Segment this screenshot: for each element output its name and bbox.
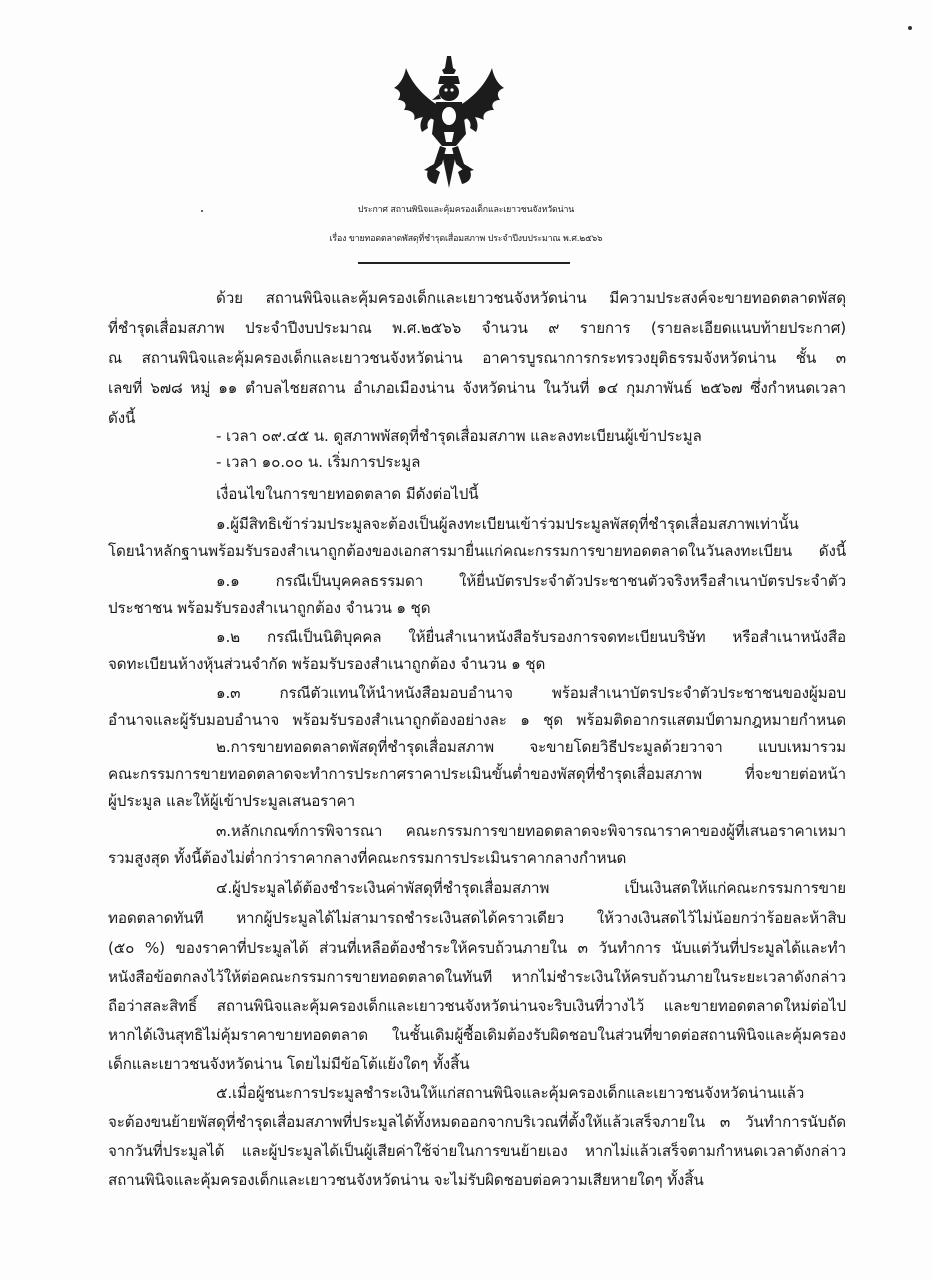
condition-line: จะต้องขนย้ายพัสดุที่ชำรุดเสื่อมสภาพที่ประมูลได้ทั้งหมดออกจากบริเวณที่ตั้งให้แล้วเสร็จภายใน ๓ วันทำการนับถัด	[108, 1113, 846, 1131]
schedule-item: - เวลา ๐๙.๔๕ น. ดูสภาพพัสดุที่ชำรุดเสื่อมสภาพ และลงทะเบียนผู้เข้าประมูล	[216, 427, 702, 445]
condition-line: อำนาจและผู้รับมอบอำนาจ พร้อมรับรองสำเนาถูกต้องอย่างละ ๑ ชุด พร้อมติดอากรแสตมป์ตามกฎหมายกำหนด	[108, 711, 846, 729]
condition-line: ผู้ประมูล และให้ผู้เข้าประมูลเสนอราคา	[108, 792, 355, 810]
intro-line: เลขที่ ๖๗๘ หมู่ ๑๑ ตำบลไชยสถาน อำเภอเมืองน่าน จังหวัดน่าน ในวันที่ ๑๔ กุมภาพันธ์ ๒๕๖๗ ซึ่งกำหนดเวลา	[108, 379, 846, 397]
condition-line: ทอดตลาดทันที หากผู้ประมูลได้ไม่สามารถชำระเงินสดได้คราวเดียว ให้วางเงินสดไว้ไม่น้อยกว่าร้อยละห้าสิบ	[108, 909, 846, 927]
condition-line: ๑.๑ กรณีเป็นบุคคลธรรมดา ให้ยื่นบัตรประจำตัวประชาชนตัวจริงหรือสำเนาบัตรประจำตัว	[216, 572, 846, 590]
condition-line: ประชาชน พร้อมรับรองสำเนาถูกต้อง จำนวน ๑ ชุด	[108, 599, 431, 617]
condition-line: ๒.การขายทอดตลาดพัสดุที่ชำรุดเสื่อมสภาพ จะขายโดยวิธีประมูลด้วยวาจา แบบเหมารวม	[216, 738, 846, 756]
announcement-subject: เรื่อง ขายทอดตลาดพัสดุที่ชำรุดเสื่อมสภาพ ประจำปีงบประมาณ พ.ศ.๒๕๖๖	[329, 234, 603, 244]
title-divider	[358, 262, 570, 264]
intro-line: ด้วย สถานพินิจและคุ้มครองเด็กและเยาวชนจังหวัดน่าน มีความประสงค์จะขายทอดตลาดพัสดุ	[216, 289, 846, 307]
intro-line: ที่ชำรุดเสื่อมสภาพ ประจำปีงบประมาณ พ.ศ.๒๕๖๖ จำนวน ๙ รายการ (รายละเอียดแนบท้ายประกาศ)	[108, 319, 846, 337]
scan-speck	[908, 26, 912, 30]
intro-line: ณ สถานพินิจและคุ้มครองเด็กและเยาวชนจังหวัดน่าน อาคารบูรณาการกระทรวงยุติธรรมจังหวัดน่าน ชั้น ๓	[108, 349, 846, 367]
condition-line: จดทะเบียนห้างหุ้นส่วนจำกัด พร้อมรับรองสำเนาถูกต้อง จำนวน ๑ ชุด	[108, 655, 546, 673]
garuda-emblem-icon	[384, 54, 514, 189]
condition-line: สถานพินิจและคุ้มครองเด็กและเยาวชนจังหวัดน่าน จะไม่รับผิดชอบต่อความเสียหายใดๆ ทั้งสิ้น	[108, 1171, 704, 1189]
schedule-item: - เวลา ๑๐.๐๐ น. เริ่มการประมูล	[216, 453, 421, 471]
condition-line: ถือว่าสละสิทธิ์ สถานพินิจและคุ้มครองเด็กและเยาวชนจังหวัดน่านจะริบเงินที่วางไว้ และขายทอดตลาดใหม่ต่อไป	[108, 997, 846, 1015]
condition-line: ๑.๒ กรณีเป็นนิติบุคคล ให้ยื่นสำเนาหนังสือรับรองการจดทะเบียนบริษัท หรือสำเนาหนังสือ	[216, 628, 846, 646]
condition-line: หนังสือข้อตกลงไว้ให้ต่อคณะกรรมการขายทอดตลาดในทันที หากไม่ชำระเงินให้ครบถ้วนภายในระยะเวลาดังกล่าว	[108, 968, 846, 986]
condition-line: ๕.เมื่อผู้ชนะการประมูลชำระเงินให้แก่สถานพินิจและคุ้มครองเด็กและเยาวชนจังหวัดน่านแล้ว	[216, 1084, 805, 1102]
condition-line: ๑.๓ กรณีตัวแทนให้นำหนังสือมอบอำนาจ พร้อมสำเนาบัตรประจำตัวประชาชนของผู้มอบ	[216, 684, 846, 702]
condition-line: หากได้เงินสุทธิไม่คุ้มราคาขายทอดตลาด ในชั้นเดิมผู้ซื้อเดิมต้องรับผิดชอบในส่วนที่ขาดต่อสถานพินิจและคุ้มครอง	[108, 1026, 846, 1044]
announcement-title: ประกาศ สถานพินิจและคุ้มครองเด็กและเยาวชนจังหวัดน่าน	[357, 205, 575, 215]
condition-line: ๔.ผู้ประมูลได้ต้องชำระเงินค่าพัสดุที่ชำรุดเสื่อมสภาพ เป็นเงินสดให้แก่คณะกรรมการขาย	[216, 879, 846, 897]
condition-line: ๓.หลักเกณฑ์การพิจารณา คณะกรรมการขายทอดตลาดจะพิจารณาราคาของผู้ที่เสนอราคาเหมา	[216, 822, 846, 840]
condition-line: จากวันที่ประมูลได้ และผู้ประมูลได้เป็นผู้เสียค่าใช้จ่ายในการขนย้ายเอง หากไม่แล้วเสร็จตามกำหนดเวลาดังกล่าว	[108, 1142, 846, 1160]
condition-line: รวมสูงสุด ทั้งนี้ต้องไม่ต่ำกว่าราคากลางที่คณะกรรมการประเมินราคากลางกำหนด	[108, 849, 627, 867]
condition-line: โดยนำหลักฐานพร้อมรับรองสำเนาถูกต้องของเอกสารมายื่นแก่คณะกรรมการขายทอดตลาดในวันลงทะเบียน ดังนี้	[108, 542, 846, 560]
condition-line: ๑.ผู้มีสิทธิเข้าร่วมประมูลจะต้องเป็นผู้ลงทะเบียนเข้าร่วมประมูลพัสดุที่ชำรุดเสื่อมสภาพเท่านั้น	[216, 515, 799, 533]
condition-line: คณะกรรมการขายทอดตลาดจะทำการประกาศราคาประเมินขั้นต่ำของพัสดุที่ชำรุดเสื่อมสภาพ ที่จะขายต่อหน้า	[108, 765, 846, 783]
condition-line: (๕๐ %) ของราคาที่ประมูลได้ ส่วนที่เหลือต้องชำระให้ครบถ้วนภายใน ๓ วันทำการ นับแต่วันที่ประมูลได้และทำ	[108, 939, 846, 957]
condition-line: เด็กและเยาวชนจังหวัดน่าน โดยไม่มีข้อโต้แย้งใดๆ ทั้งสิ้น	[108, 1055, 470, 1073]
intro-line: ดังนี้	[108, 409, 136, 427]
conditions-heading: เงื่อนไขในการขายทอดตลาด มีดังต่อไปนี้	[216, 485, 479, 503]
